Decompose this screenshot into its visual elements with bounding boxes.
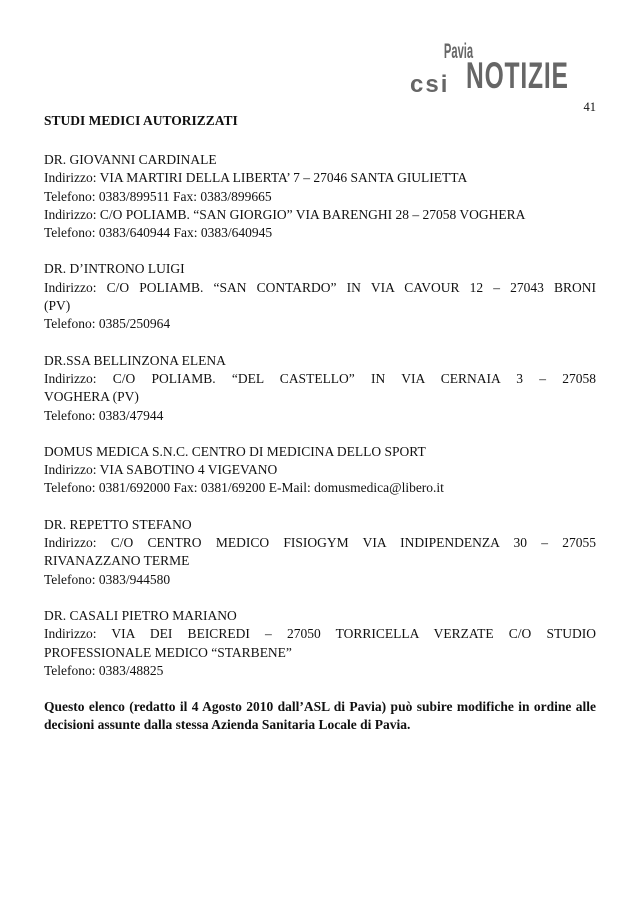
address-line-cont: PROFESSIONALE MEDICO “STARBENE” <box>44 644 292 660</box>
entry-repetto <box>44 516 596 589</box>
section-title: STUDI MEDICI AUTORIZZATI <box>44 113 238 128</box>
entry-bellinzona <box>44 352 596 425</box>
doctor-name: DR. GIOVANNI CARDINALE <box>44 152 217 167</box>
doctor-name: DR. D’INTRONO LUIGI <box>44 261 185 277</box>
address-line: Indirizzo: C/O POLIAMB. “SAN GIORGIO” VIA BARENGHI 28 – 27058 VOGHERA <box>44 206 526 222</box>
phone-line: Telefono: 0383/899511 Fax: 0383/899665 <box>44 188 272 204</box>
phone-line: Telefono: 0385/250964 <box>44 316 171 332</box>
entry-domus-medica <box>44 443 596 498</box>
svg-text:csi: csi <box>410 71 450 98</box>
document-body <box>44 112 596 735</box>
address-line-cont: (PV) <box>44 298 71 314</box>
address-line: Indirizzo: VIA MARTIRI DELLA LIBERTA’ 7 – 27046 SANTA GIULIETTA <box>44 170 468 186</box>
phone-line: Telefono: 0383/47944 <box>44 407 164 423</box>
phone-line: Telefono: 0383/640944 Fax: 0383/640945 <box>44 225 273 241</box>
svg-text:Pavia: Pavia <box>443 40 474 64</box>
entry-casali <box>44 607 596 680</box>
address-line: Indirizzo: C/O CENTRO MEDICO FISIOGYM VIA INDIPENDENZA 30 – 27055 <box>44 535 596 551</box>
doctor-name: DR.SSA BELLINZONA ELENA <box>44 352 226 368</box>
doctor-name: DR. REPETTO STEFANO <box>44 516 192 532</box>
address-line: Indirizzo: VIA SABOTINO 4 VIGEVANO <box>44 462 278 478</box>
phone-line: Telefono: 0383/944580 <box>44 571 171 587</box>
doctor-name: DR. CASALI PIETRO MARIANO <box>44 607 237 623</box>
entry-dintrono <box>44 260 596 333</box>
address-line: Indirizzo: C/O POLIAMB. “SAN CONTARDO” IN VIA CAVOUR 12 – 27043 BRONI <box>44 279 596 295</box>
page-number: 41 <box>583 100 596 114</box>
phone-line: Telefono: 0383/48825 <box>44 662 164 678</box>
clinic-name: DOMUS MEDICA S.N.C. CENTRO DI MEDICINA DELLO SPORT <box>44 443 426 459</box>
address-line-cont: VOGHERA (PV) <box>44 389 139 405</box>
address-line: Indirizzo: C/O POLIAMB. “DEL CASTELLO” IN VIA CERNAIA 3 – 27058 <box>44 370 596 386</box>
disclaimer-note: Questo elenco (redatto il 4 Agosto 2010 dall’ASL di Pavia) può subire modifiche in ordine alle decisioni assunte dalla stessa Azienda Sanitaria Locale di Pavia. <box>44 699 596 733</box>
svg-text:NOTIZIE: NOTIZIE <box>466 53 569 97</box>
csi-notizie-logo <box>404 40 588 102</box>
address-line: Indirizzo: VIA DEI BEICREDI – 27050 TORRICELLA VERZATE C/O STUDIO <box>44 626 596 642</box>
address-line-cont: RIVANAZZANO TERME <box>44 553 190 569</box>
logo-graphic <box>404 40 588 102</box>
entry-cardinale <box>44 151 596 242</box>
phone-line: Telefono: 0381/692000 Fax: 0381/69200 E-Mail: domusmedica@libero.it <box>44 480 444 496</box>
